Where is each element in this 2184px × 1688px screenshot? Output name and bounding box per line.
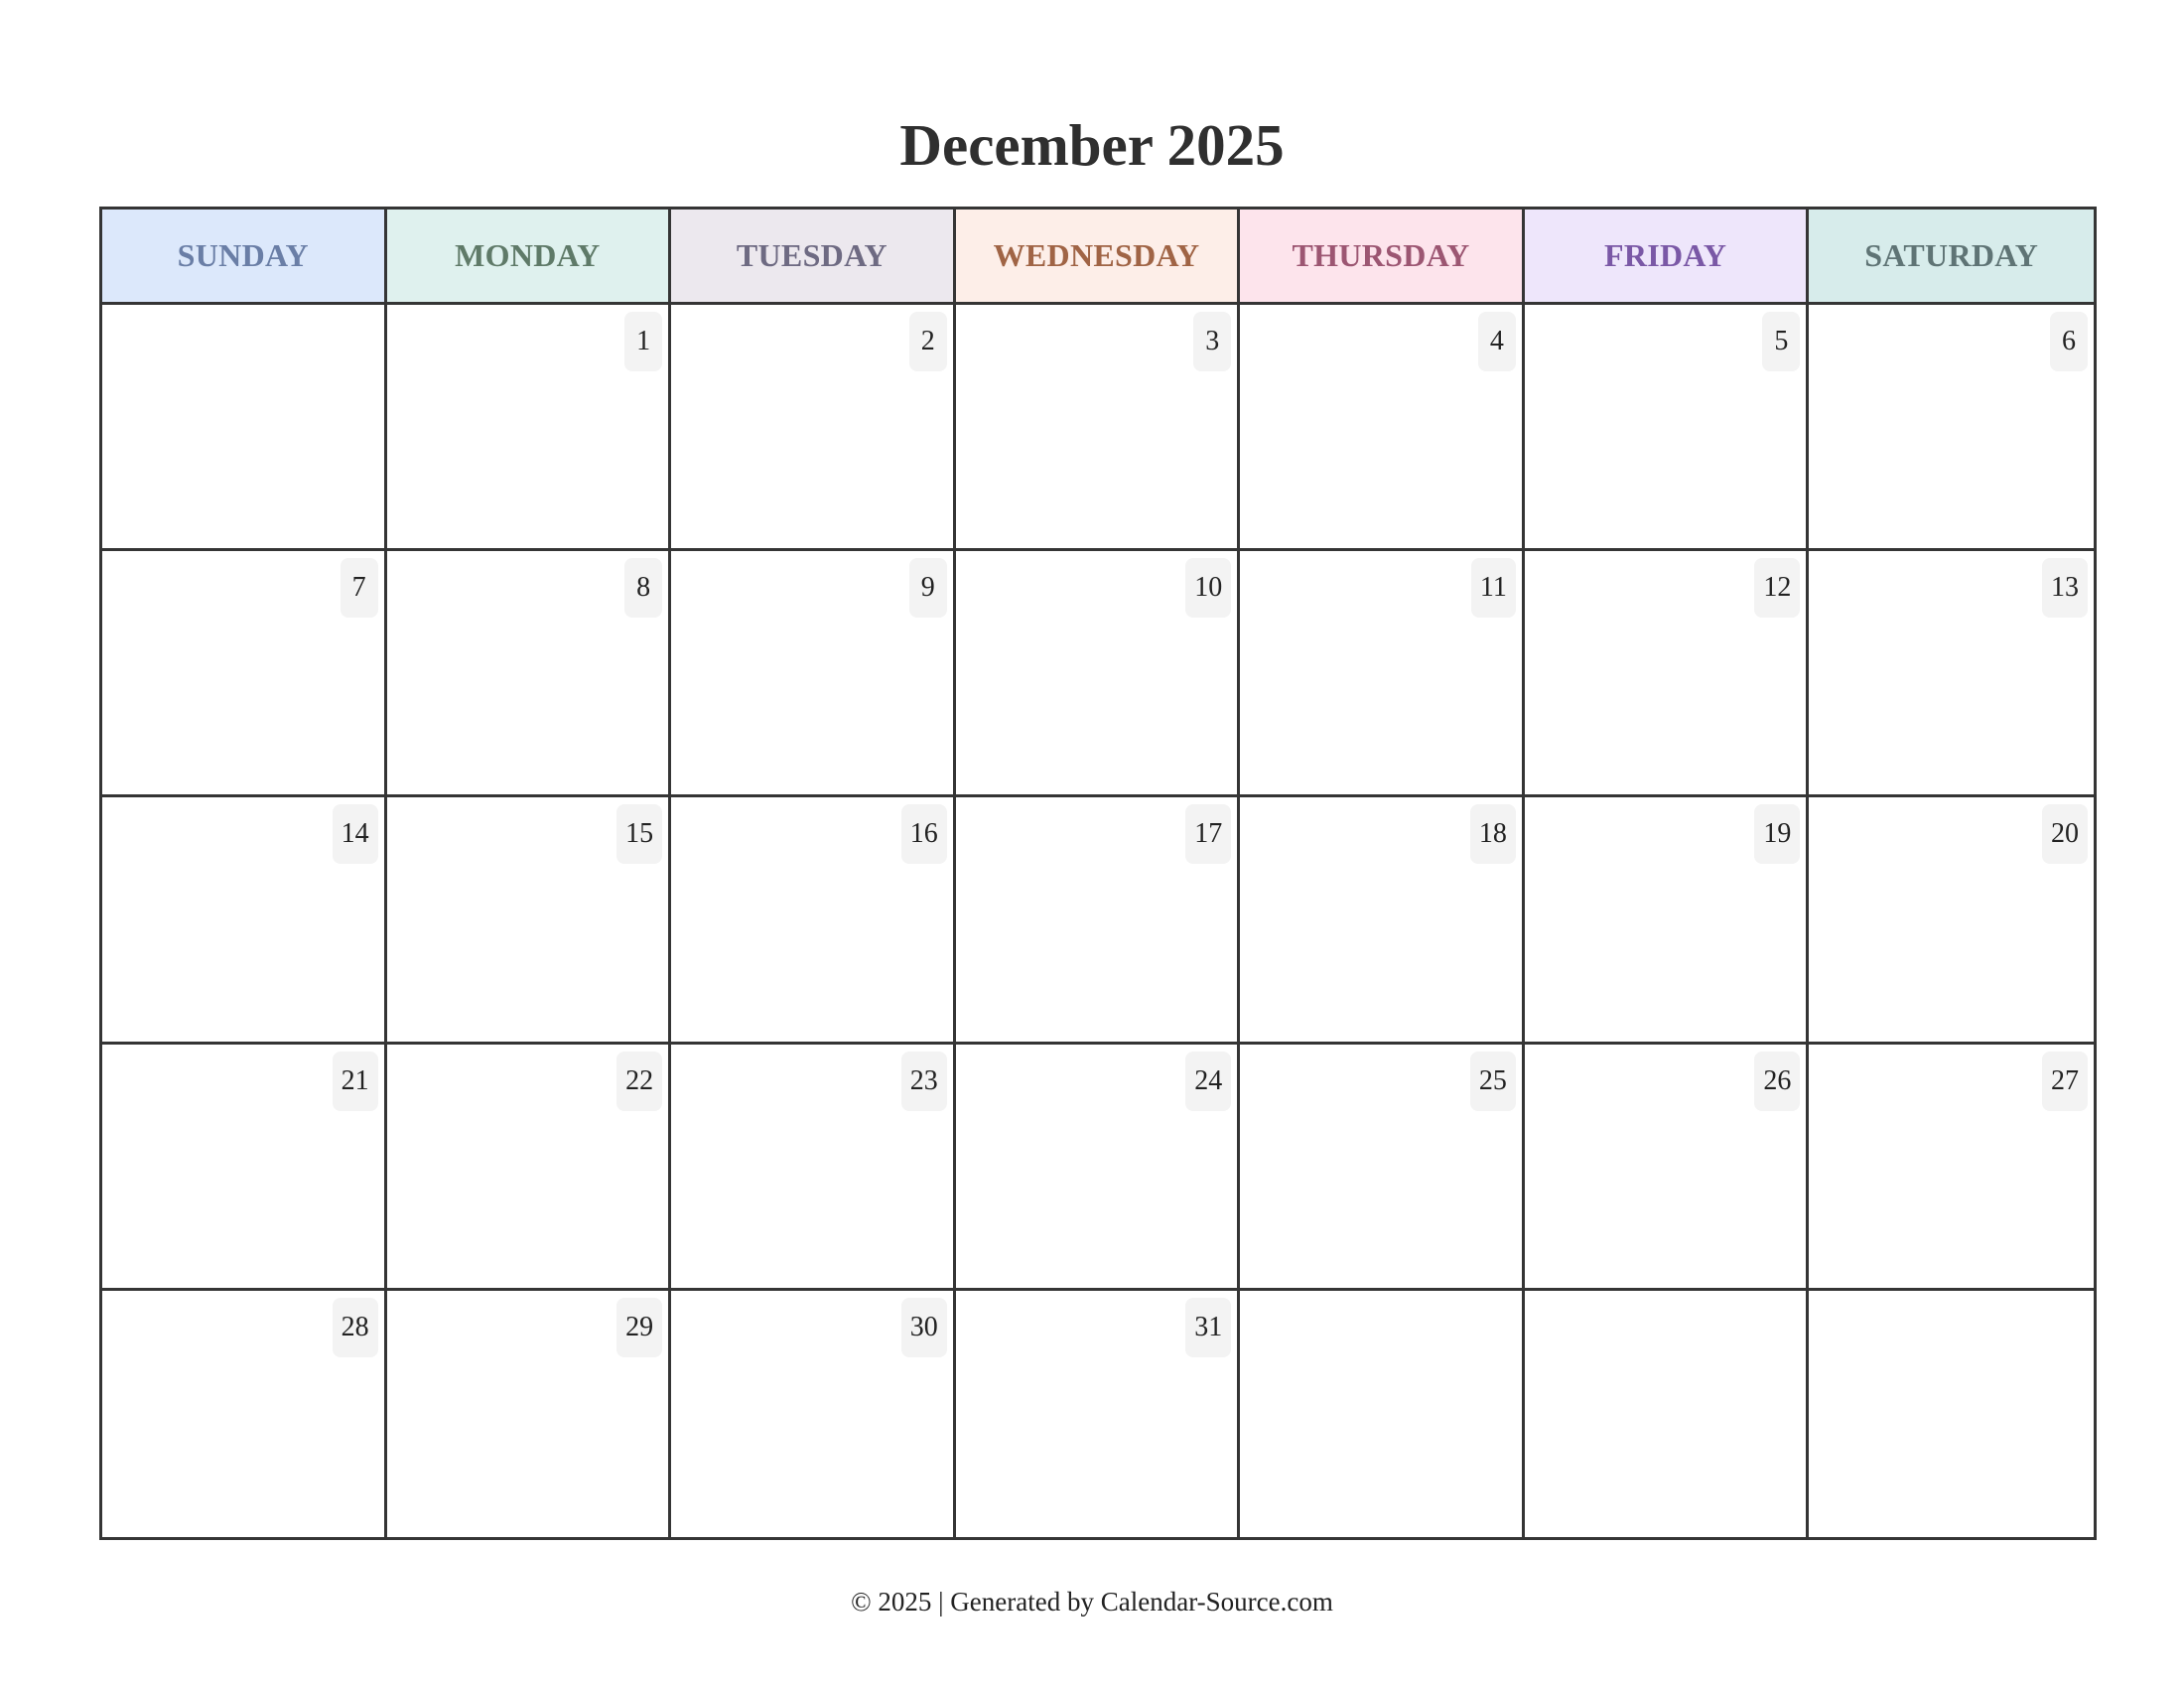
day-cell[interactable] (102, 551, 387, 797)
day-cell[interactable] (1240, 1045, 1525, 1291)
day-cell[interactable] (1809, 551, 2094, 797)
day-number: 22 (616, 1052, 662, 1111)
day-cell[interactable] (1525, 305, 1810, 551)
calendar-title: December 2025 (899, 112, 1285, 178)
weekday-header-monday: MONDAY (387, 210, 672, 305)
day-cell[interactable] (102, 797, 387, 1044)
day-number: 31 (1185, 1298, 1231, 1357)
day-cell[interactable] (1525, 551, 1810, 797)
day-cell[interactable] (1240, 797, 1525, 1044)
day-cell[interactable] (102, 1045, 387, 1291)
day-number: 27 (2042, 1052, 2088, 1111)
footer-credit: © 2025 | Generated by Calendar-Source.com (851, 1587, 1333, 1617)
day-cell[interactable] (1525, 797, 1810, 1044)
weekday-header-friday: FRIDAY (1525, 210, 1810, 305)
day-number: 29 (616, 1298, 662, 1357)
day-number: 20 (2042, 804, 2088, 864)
day-number: 28 (333, 1298, 378, 1357)
day-cell[interactable] (1240, 305, 1525, 551)
day-number: 12 (1754, 558, 1800, 618)
day-cell[interactable] (1809, 797, 2094, 1044)
day-cell[interactable] (1809, 305, 2094, 551)
day-number: 19 (1754, 804, 1800, 864)
day-cell[interactable] (671, 1045, 956, 1291)
day-number: 21 (333, 1052, 378, 1111)
weekday-header-thursday: THURSDAY (1240, 210, 1525, 305)
day-number: 16 (901, 804, 947, 864)
day-number: 23 (901, 1052, 947, 1111)
day-cell[interactable] (387, 305, 672, 551)
day-number: 15 (616, 804, 662, 864)
day-number: 4 (1478, 312, 1516, 371)
day-number: 24 (1185, 1052, 1231, 1111)
day-cell[interactable] (956, 305, 1241, 551)
day-cell[interactable] (1240, 1291, 1525, 1537)
day-cell[interactable] (956, 551, 1241, 797)
day-cell[interactable] (671, 551, 956, 797)
weekday-header-saturday: SATURDAY (1809, 210, 2094, 305)
day-cell[interactable] (387, 1045, 672, 1291)
day-number: 6 (2050, 312, 2088, 371)
day-number: 13 (2042, 558, 2088, 618)
day-cell[interactable] (1525, 1291, 1810, 1537)
day-cell[interactable] (387, 551, 672, 797)
day-cell[interactable] (671, 797, 956, 1044)
day-number: 5 (1762, 312, 1800, 371)
day-cell[interactable] (1240, 551, 1525, 797)
day-number: 8 (624, 558, 662, 618)
day-cell[interactable] (387, 1291, 672, 1537)
day-cell[interactable] (671, 305, 956, 551)
day-number: 3 (1193, 312, 1231, 371)
day-cell[interactable] (387, 797, 672, 1044)
weekday-header-sunday: SUNDAY (102, 210, 387, 305)
day-number: 14 (333, 804, 378, 864)
day-number: 7 (341, 558, 378, 618)
day-number: 26 (1754, 1052, 1800, 1111)
calendar-grid (99, 207, 2097, 1540)
day-cell[interactable] (671, 1291, 956, 1537)
day-cell[interactable] (956, 1045, 1241, 1291)
day-cell[interactable] (1809, 1045, 2094, 1291)
day-number: 25 (1470, 1052, 1516, 1111)
day-number: 10 (1185, 558, 1231, 618)
day-cell[interactable] (956, 797, 1241, 1044)
day-number: 18 (1470, 804, 1516, 864)
day-cell[interactable] (102, 305, 387, 551)
day-number: 9 (909, 558, 947, 618)
day-cell[interactable] (1525, 1045, 1810, 1291)
day-number: 17 (1185, 804, 1231, 864)
calendar-table (102, 210, 2094, 1537)
day-cell[interactable] (1809, 1291, 2094, 1537)
weekday-header-wednesday: WEDNESDAY (956, 210, 1241, 305)
day-number: 1 (624, 312, 662, 371)
day-number: 30 (901, 1298, 947, 1357)
weekday-header-tuesday: TUESDAY (671, 210, 956, 305)
day-number: 11 (1471, 558, 1516, 618)
day-cell[interactable] (102, 1291, 387, 1537)
day-cell[interactable] (956, 1291, 1241, 1537)
day-number: 2 (909, 312, 947, 371)
